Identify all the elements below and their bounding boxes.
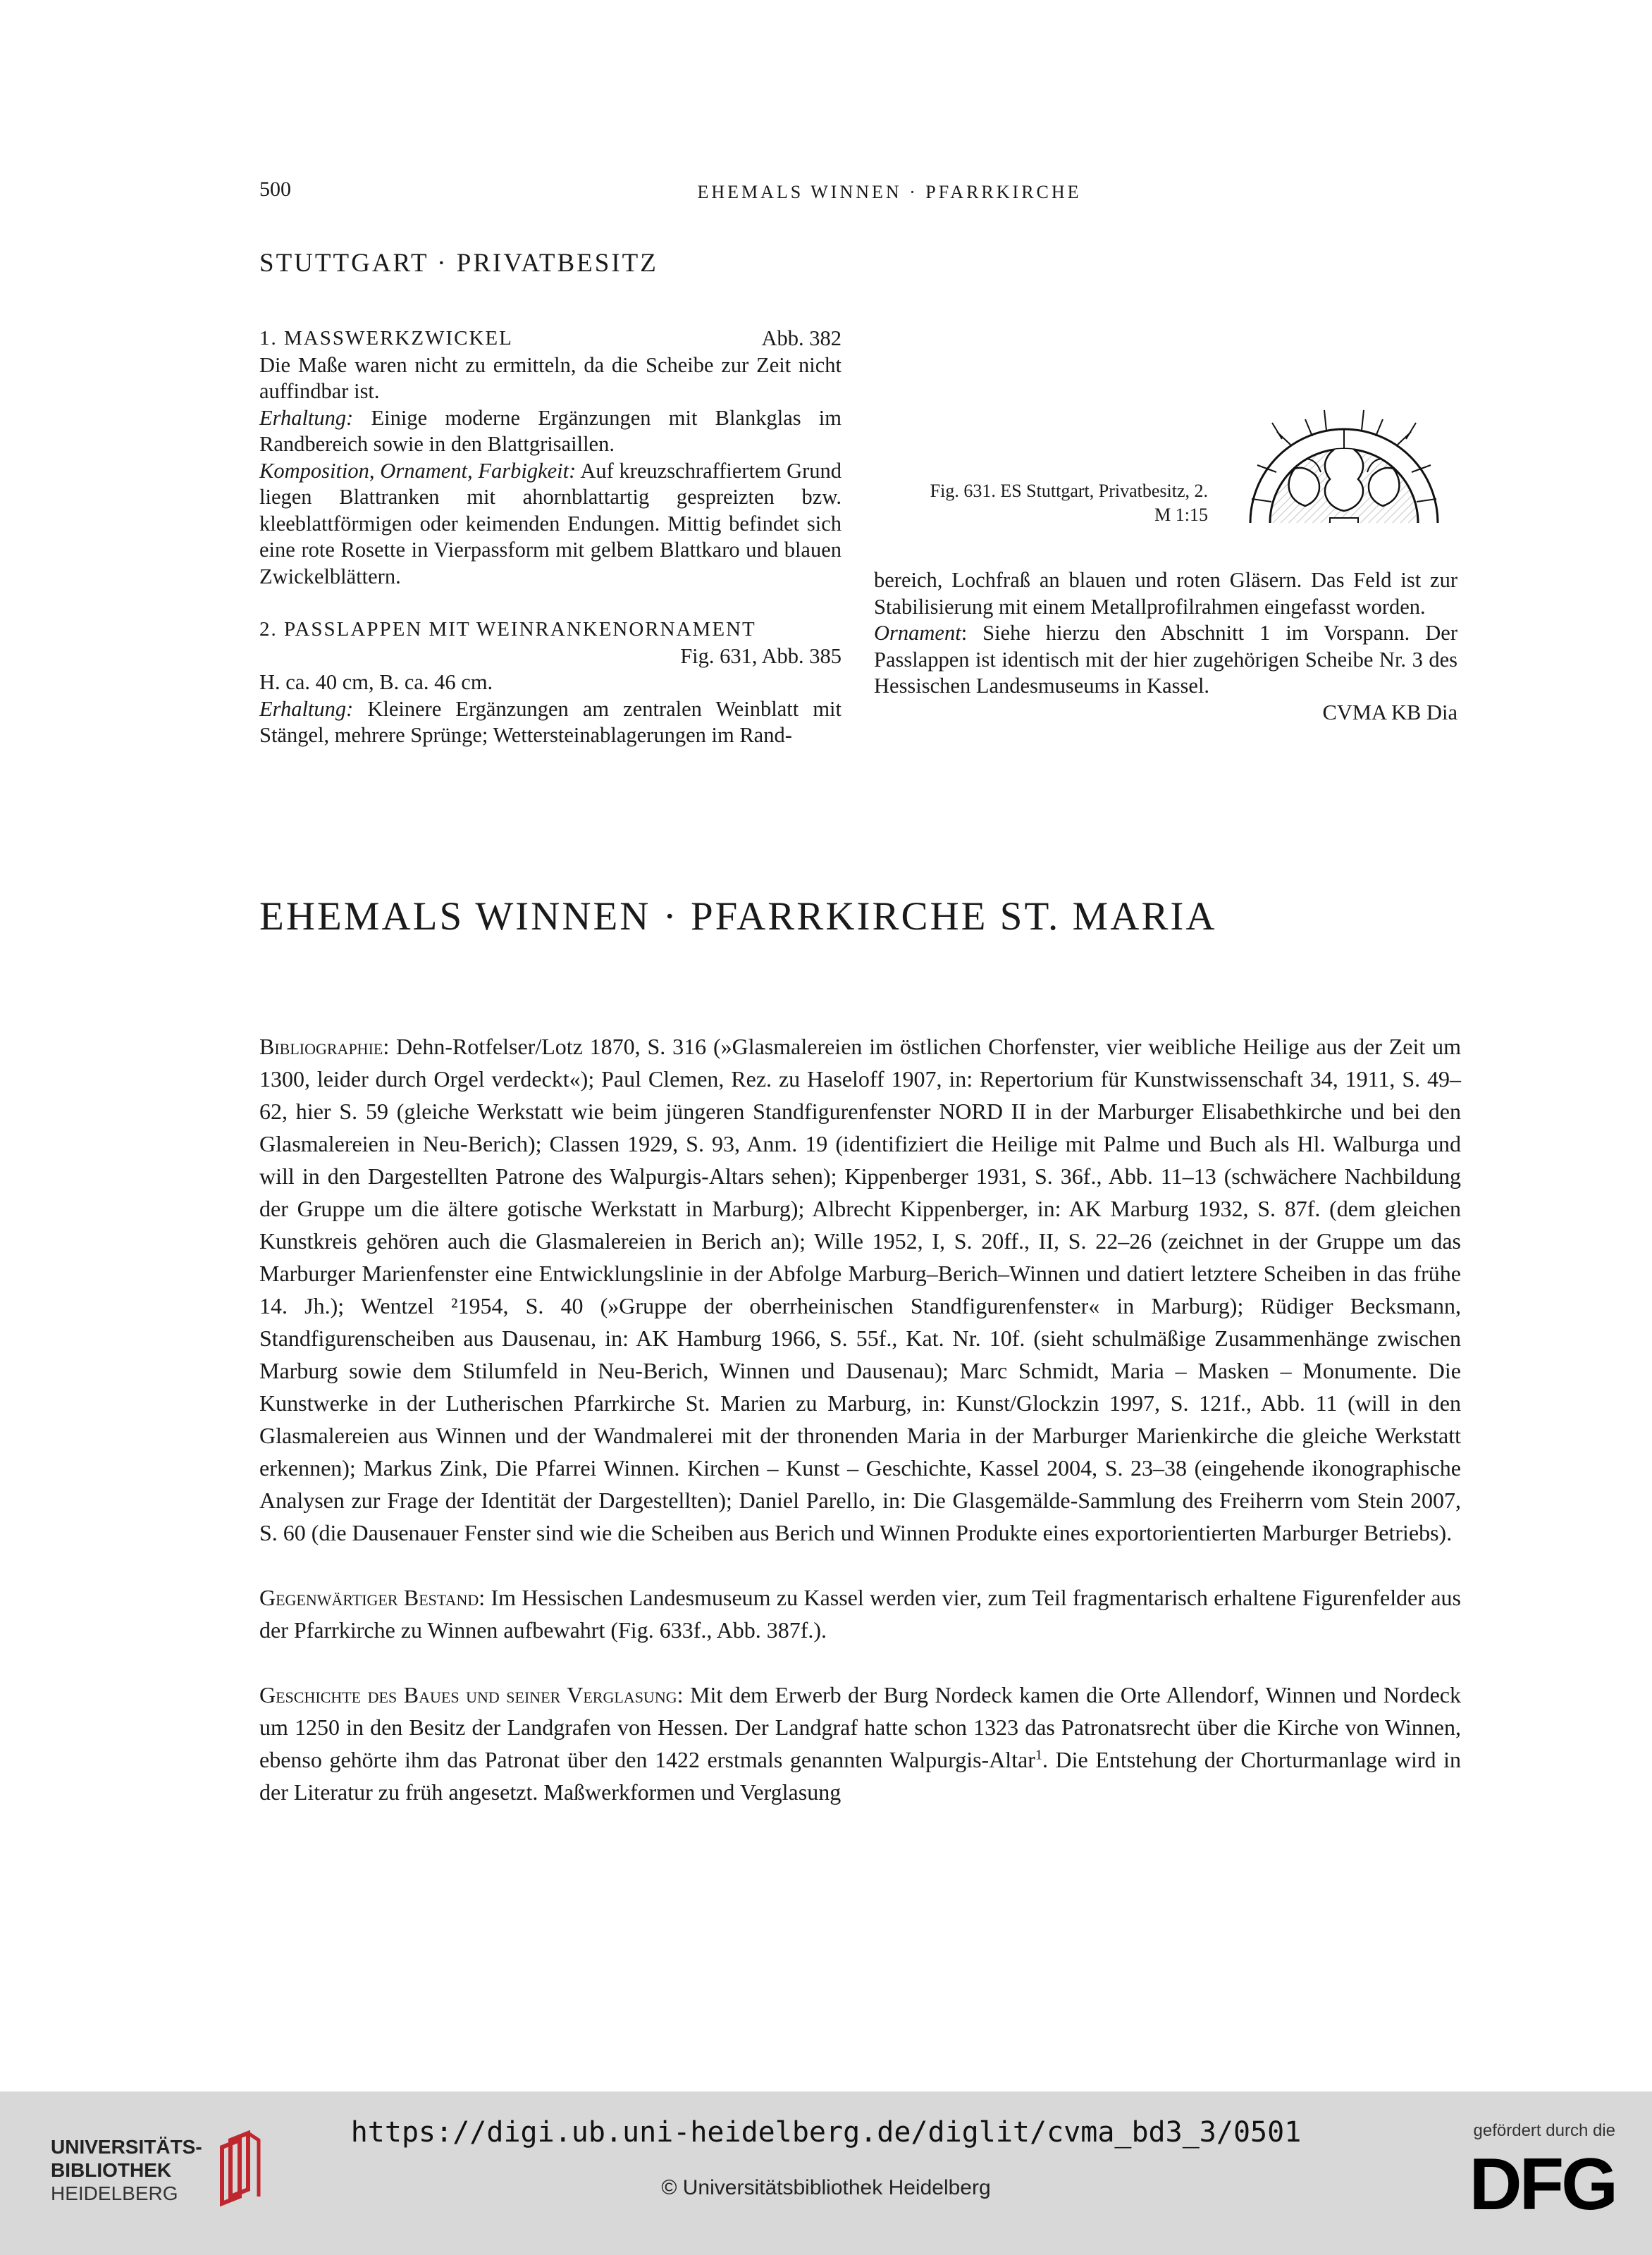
bibliography-text: Dehn-Rotfelser/Lotz 1870, S. 316 (»Glasmalereien im östlichen Chorfenster, vier weibliche Heilige aus der Zeit um 1300, leider durch Orgel verdeckt«); Paul Clemen, Rez. zu Haseloff 1907, in: Repertorium für Kunstwissenschaft 34, 1911, S. 49–62, hier S. 59 (gleiche Werkstatt wie beim jüngeren Standfigurenfenster NORD II in der Marburger Elisabethkirche und bei den Glasmalereien in Neu-Berich); Classen 1929, S. 93, Anm. 19 (identifiziert die Heilige mit Palme und Buch als Hl. Walburga und will in den Dargestellten Patrone des Walpurgis-Altars sehen); Kippenberger 1931, S. 36f., Abb. 11–13 (schwächere Nachbildung der Gruppe um die ältere gotische Werkstatt in Marburg); Albrecht Kippenberger, in: AK Marburg 1932, S. 87f. (dem gleichen Kunstkreis gehören auch die Glasmalereien in Berich an); Wille 1952, I, S. 20ff., II, S. 22–26 (zeichnet in der Gruppe um das Marburger Marienfenster eine Entwicklungslinie in der Abfolge Marburg–Berich–Winnen und datiert letztere Scheiben in das frühe 14. Jh.); Wentzel ²1954, S. 40 (»Gruppe der oberrheinischen Standfigurenfenster« in Marburg); Rüdiger Becksmann, Standfigurenscheiben aus Dausenau, in: AK Hamburg 1966, S. 55f., Kat. Nr. 10f. (sieht schulmäßige Zusammenhänge zwischen Marburg sowie dem Stilumfeld in Neu-Berich, Winnen und Dausenau); Marc Schmidt, Maria – Masken – Monumente. Die Kunstwerke in der Lutherischen Pfarrkirche St. Marien zu Marburg, in: Kunst/Glockzin 1997, S. 121f., Abb. 11 (will in den Glasmalereien aus Winnen und der Wandmalerei mit der thronenden Maria in der Marburger Marienkirche die gleiche Werkstatt erkennen); Markus Zink, Die Pfarrei Winnen. Kirchen – Kunst – Geschichte, Kassel 2004, S. 23–38 (eingehende ikonographische Analysen zur Frage der Identität der Dargestellten); Daniel Parello, in: Die Glasgemälde-Sammlung des Freiherrn vom Stein 2007, S. 60 (die Dausenauer Fenster sind wie die Scheiben aus Berich und Winnen Produkte eines exportorientierten Marburger Betriebs). xyxy=(259,1034,1461,1545)
right-ornament xyxy=(874,620,1457,700)
source-url-link[interactable]: https://digi.ub.uni-heidelberg.de/diglit/cvma_bd3_3/0501 xyxy=(350,2116,1302,2149)
bestand-label: Gegenwärtiger Bestand: xyxy=(259,1585,486,1610)
ornament-text: : Siehe hierzu den Abschnitt 1 im Vorspann. Der Passlappen ist identisch mit der hier zugehörigen Scheibe Nr. 3 des Hessischen Landesmuseums in Kassel. xyxy=(874,621,1457,698)
item1-heading xyxy=(259,326,842,352)
running-head xyxy=(0,182,1652,203)
item1-komposition xyxy=(259,458,842,591)
right-column xyxy=(874,567,1457,726)
library-line3: HEIDELBERG xyxy=(51,2182,178,2204)
geschichte-label: Geschichte des Baues und seiner Verglasung: xyxy=(259,1682,684,1707)
item2-heading xyxy=(259,617,842,669)
item1-erhaltung-label: Erhaltung: xyxy=(259,405,354,430)
bibliography-paragraph xyxy=(259,1030,1461,1549)
bibliography-label: Bibliographie: xyxy=(259,1034,390,1059)
page-number: 500 xyxy=(259,178,291,201)
item1-ref: Abb. 382 xyxy=(761,326,842,350)
item2-title: 2. PASSLAPPEN MIT WEINRANKENORNAMENT xyxy=(259,618,756,641)
item1-erhaltung-text: Einige moderne Ergänzungen mit Blankglas im Randbereich sowie in den Blattgrisaillen. xyxy=(259,405,842,456)
geschichte-text: Mit dem Erwerb der Burg Nordeck kamen die Orte Allendorf, Winnen und Nordeck um 1250 in den Besitz der Landgrafen von Hessen. Der Landgraf hatte schon 1323 das Patronatsrecht über die Kirche von Winnen, ebenso gehörte ihm das Patronat über den 1422 erstmals genannten Walpurgis-Altar xyxy=(259,1682,1462,1772)
body-text xyxy=(259,1030,1461,1841)
item2-erhaltung-text: Kleinere Ergänzungen am zentralen Weinblatt mit Stängel, mehrere Sprünge; Wettersteinablagerungen im Rand- xyxy=(259,696,842,747)
item2-erhaltung-label: Erhaltung: xyxy=(259,696,354,721)
ornament-label: Ornament xyxy=(874,621,961,645)
item2-dims: H. ca. 40 cm, B. ca. 46 cm. xyxy=(259,670,493,694)
right-text1: bereich, Lochfraß an blauen und roten Gläsern. Das Feld ist zur Stabilisierung mit einem Metallprofilrahmen eingefasst worden. xyxy=(874,568,1457,619)
copyright-notice: © Universitätsbibliothek Heidelberg xyxy=(661,2176,991,2199)
figure-caption xyxy=(874,479,1208,527)
item1-text1: Die Maße waren nicht zu ermitteln, da die Scheibe zur Zeit nicht auffindbar ist. xyxy=(259,352,842,403)
item1-title: 1. MASSWERKZWICKEL xyxy=(259,327,513,350)
library-line1: UNIVERSITÄTS- xyxy=(51,2136,202,2158)
bestand-text: Im Hessischen Landesmuseum zu Kassel werden vier, zum Teil fragmentarisch erhaltene Figurenfelder aus der Pfarrkirche zu Winnen aufbewahrt (Fig. 633f., Abb. 387f.). xyxy=(259,1585,1462,1643)
left-column xyxy=(259,326,842,749)
footnote-marker[interactable]: 1 xyxy=(1035,1747,1042,1763)
item2-ref: Fig. 631, Abb. 385 xyxy=(680,643,842,668)
geschichte-paragraph xyxy=(259,1679,1461,1808)
geschichte-text-continued: . Die Entstehung der Chorturmanlage wird in der Literatur zu früh angesetzt. Maßwerkformen und Verglasung xyxy=(259,1747,1462,1805)
figure-631-drawing xyxy=(1242,338,1446,530)
bestand-paragraph xyxy=(259,1581,1461,1646)
funder-note: gefördert durch die xyxy=(1473,2121,1615,2140)
library-line2: BIBLIOTHEK xyxy=(51,2159,172,2181)
item1-erhaltung xyxy=(259,405,842,458)
tracery-drawing xyxy=(1242,338,1446,530)
figure-caption-line2: M 1:15 xyxy=(1154,505,1208,525)
photo-credit: CVMA KB Dia xyxy=(1322,700,1457,724)
item1-komposition-text: Auf kreuzschraffiertem Grund liegen Blattranken mit ahornblattartig gespreizten bzw. kleeblattförmigen oder keimenden Endungen. Mittig befindet sich eine rote Rosette in Vierpassform mit gelbem Blattkaro und blauen Zwickelblättern. xyxy=(259,458,842,588)
item2-erhaltung xyxy=(259,696,842,749)
figure-caption-line1: Fig. 631. ES Stuttgart, Privatbesitz, 2. xyxy=(930,481,1208,501)
item1-komposition-label: Komposition, Ornament, Farbigkeit: xyxy=(259,458,577,483)
running-head-text: EHEMALS WINNEN · PFARRKIRCHE xyxy=(697,182,1082,202)
section-title: STUTTGART · PRIVATBESITZ xyxy=(259,249,658,278)
main-title: EHEMALS WINNEN · PFARRKIRCHE ST. MARIA xyxy=(259,894,1217,939)
dfg-logo[interactable]: DFG xyxy=(1469,2144,1615,2225)
